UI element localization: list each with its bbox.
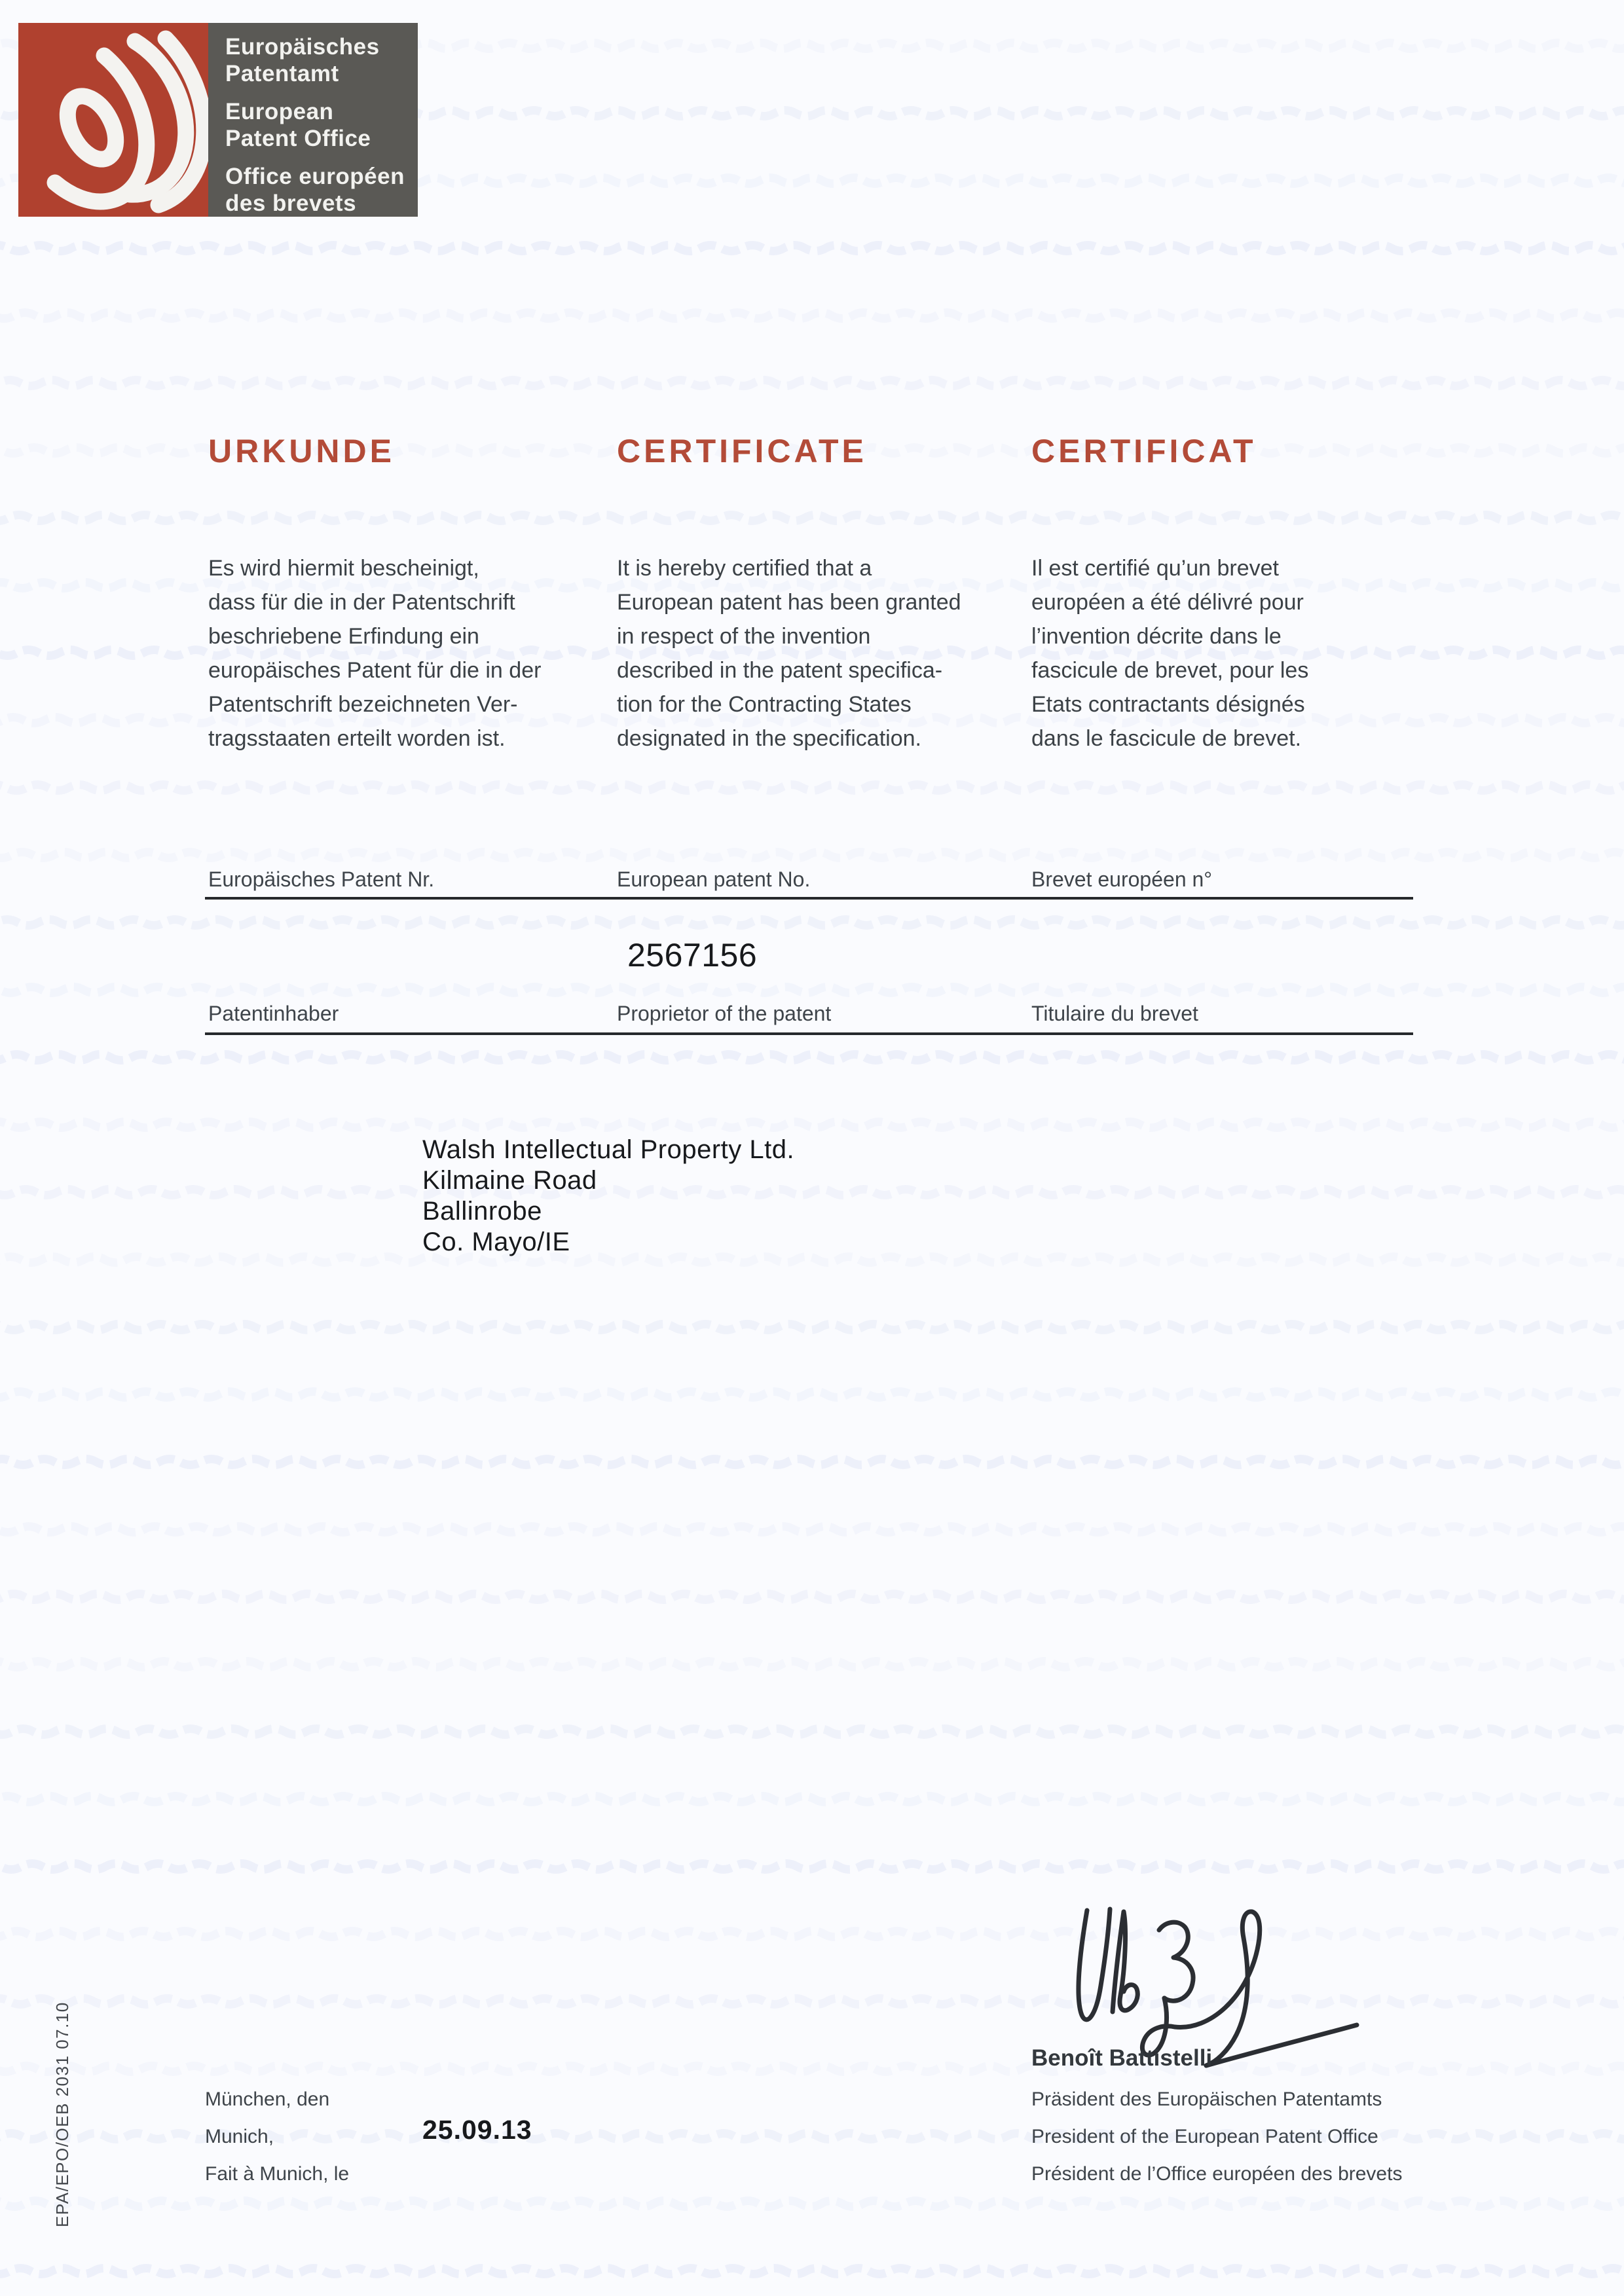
signatory-titles: Präsident des Europäischen Patentamts President of the European Patent Office Président de l’Office européen des brevets [1031, 2088, 1403, 2185]
org-name-fr-line2: des brevets [225, 191, 357, 216]
heading-certificat: CERTIFICAT [1031, 433, 1257, 469]
org-name-de-line1: Europäisches [225, 34, 380, 60]
patent-number-value: 2567156 [627, 937, 758, 974]
org-name-en-line1: European [225, 99, 334, 124]
epo-logo [18, 23, 418, 217]
epo-org-names [208, 23, 418, 217]
signatory-name: Benoît Battistelli [1031, 2045, 1213, 2071]
proprietor-label-de: Patentinhaber [208, 1002, 339, 1025]
epo-spiral-icon [18, 23, 208, 217]
org-name-de-line2: Patentamt [225, 61, 339, 86]
certification-text-fr: Il est certifié qu’un brevet européen a été délivré pour l’invention décrite dans le fascicule de brevet, pour les Etats contractants désignés dans le fascicule de brevet. [1031, 556, 1309, 751]
form-code: EPA/EPO/OEB 2031 07.10 [52, 2001, 72, 2227]
heading-certificate: CERTIFICATE [617, 433, 867, 469]
place-labels: München, den Munich, Fait à Munich, le [205, 2088, 350, 2185]
president-signature-image [1046, 1858, 1387, 2077]
proprietor-label-fr: Titulaire du brevet [1031, 1002, 1198, 1025]
patent-number-label-de: Europäisches Patent Nr. [208, 867, 435, 891]
org-name-en-line2: Patent Office [225, 126, 371, 151]
certification-text-de: Es wird hiermit bescheinigt, dass für die in der Patentschrift beschriebene Erfindung ein europäisches Patent für die in der Patentschrift bezeichneten Ver- tragsstaaten erteilt worden ist. [208, 556, 542, 751]
proprietor-label-en: Proprietor of the patent [617, 1002, 832, 1025]
org-name-fr-line1: Office européen [225, 164, 405, 189]
divider-rule-proprietor [205, 1032, 1413, 1035]
certification-text-en: It is hereby certified that a European patent has been granted in respect of the invention described in the patent specifica- tion for the Contracting States designated in the specification. [617, 556, 961, 751]
heading-urkunde: URKUNDE [208, 433, 395, 469]
patent-number-label-fr: Brevet européen n° [1031, 867, 1213, 891]
divider-rule-patent-number [205, 897, 1413, 900]
patent-number-label-en: European patent No. [617, 867, 811, 891]
proprietor-address: Walsh Intellectual Property Ltd. Kilmaine Road Ballinrobe Co. Mayo/IE [422, 1135, 795, 1256]
date-value: 25.09.13 [422, 2115, 532, 2145]
